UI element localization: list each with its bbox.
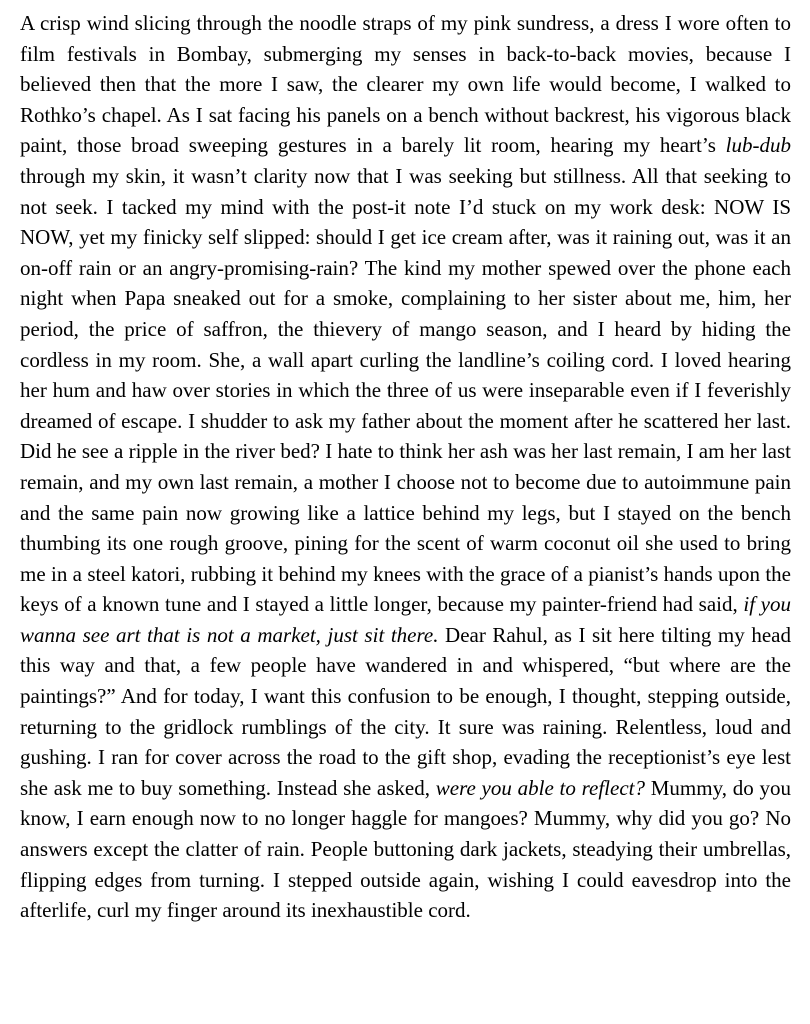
- text-run: A crisp wind slicing through the noodle straps of my pink sundress, a dress I wore often to film festivals in Bombay, submerging my senses in back-to-back movies, because I believed then that the more I saw, the clearer my own life would become, I walked to Rothko’s chapel. As I sat facing his panels on a bench without backrest, his vigorous black paint, those broad sweeping gestures in a barely lit room, hearing my heart’s: [20, 11, 791, 158]
- italic-run-reflect: were you able to reflect?: [435, 775, 645, 800]
- prose-paragraph: [20, 8, 791, 926]
- italic-run-lub-dub: lub-dub: [725, 133, 791, 158]
- text-run: Dear Rahul, as I sit here tilting my head this way and that, a few people have wandered in and whispered, “but where are the paintings?” And for today, I want this confusion to be enough, I thought, stepping outside, returning to the gridlock rumblings of the city. It sure was raining. Relentless, loud and gushing. I ran for cover across the road to the gift shop, evading the receptionist’s eye lest she ask me to buy something. Instead she asked,: [20, 622, 791, 800]
- italic-run-quote: if you wanna see art that is not a market, just sit there.: [20, 592, 792, 647]
- text-run: through my skin, it wasn’t clarity now that I was seeking but stillness. All that seeking to not seek. I tacked my mind with the post-it note I’d stuck on my work desk: NOW IS NOW, yet my finicky self slipped: should I get ice cream after, was it raining out, was it an on-off rain or an angry-promising-rain? The kind my mother spewed over the phone each night when Papa sneaked out for a smoke, complaining to her sister about me, him, her period, the price of saffron, the thievery of mango season, and I heard by hiding the cordless in my room. She, a wall apart curling the landline’s coiling cord. I loved hearing her hum and haw over stories in which the three of us were inseparable even if I feverishly dreamed of escape. I shudder to ask my father about the moment after he scattered her last. Did he see a ripple in the river bed? I hate to think her ash was her last remain, I am her last remain, and my own last remain, a mother I choose not to become due to autoimmune pain and the same pain now growing like a lattice behind my legs, but I stayed on the bench thumbing its one rough groove, pining for the scent of warm coconut oil she used to bring me in a steel katori, rubbing it behind my knees with the grace of a pianist’s hands upon the keys of a known tune and I stayed a little longer, because my painter-friend had said,: [20, 163, 791, 617]
- text-run: Mummy, do you know, I earn enough now to no longer haggle for mangoes? Mummy, why did you go? No answers except the clatter of rain. People buttoning dark jackets, steadying their umbrellas, flipping edges from turning. I stepped outside again, wishing I could eavesdrop into the afterlife, curl my finger around its inexhaustible cord.: [20, 775, 792, 923]
